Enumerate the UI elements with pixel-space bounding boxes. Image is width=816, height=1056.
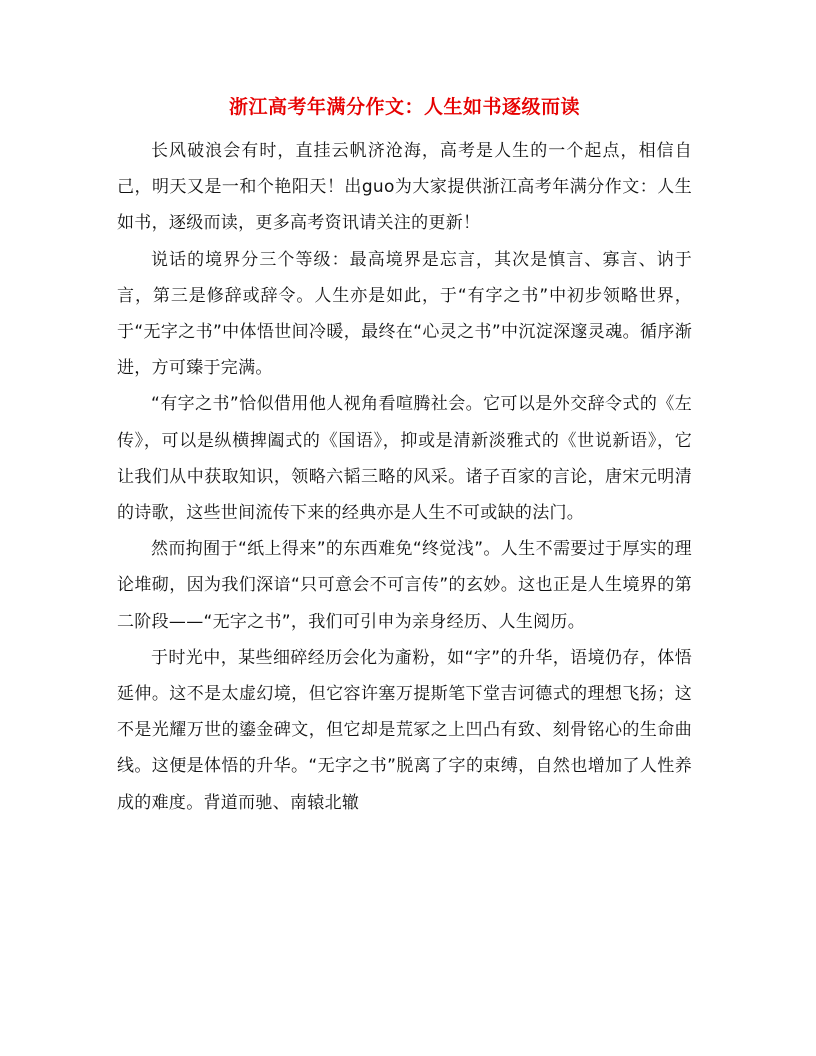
paragraph-written-book: “有字之书”恰似借用他人视角看喧腾社会。它可以是外交辞令式的《左传》，可以是纵横捭阖式的《国语》，抑或是清新淡雅式的《世说新语》，它让我们从中获取知识，领略六韬三略的风采。诸子百家的言论，唐宋元明清的诗歌，这些世间流传下来的经典亦是人生不可或缺的法门。 [117, 394, 692, 524]
paragraph-intro: 长风破浪会有时，直挂云帆济沧海，高考是人生的一个起点，相信自己，明天又是一和个艳阳天！出guo为大家提供浙江高考年满分作文：人生如书，逐级而读，更多高考资讯请关注的更新！ [117, 141, 692, 234]
paragraph-unwritten-book: 然而拘囿于“纸上得来”的东西难免“终觉浅”。人生不需要过于厚实的理论堆砌，因为我们深谙“只可意会不可言传”的玄妙。这也正是人生境界的第二阶段——“无字之书”，我们可引申为亲身经历、人生阅历。 [117, 539, 692, 632]
paragraph-experience: 于时光中，某些细碎经历会化为齑粉，如“字”的升华，语境仍存，体悟延伸。这不是太虚幻境，但它容许塞万提斯笔下堂吉诃德式的理想飞扬；这不是光耀万世的鎏金碑文，但它却是荒冢之上凹凸有致、刻骨铭心的生命曲线。这便是体悟的升华。“无字之书”脱离了字的束缚，自然也增加了人性养成的难度。背道而驰、南辕北辙 [117, 647, 692, 813]
paragraph-speech-levels: 说话的境界分三个等级：最高境界是忘言，其次是慎言、寡言、讷于言，第三是修辞或辞令。人生亦是如此，于“有字之书”中初步领略世界，于“无字之书”中体悟世间冷暖，最终在“心灵之书”中沉淀深邃灵魂。循序渐进，方可臻于完满。 [117, 249, 692, 379]
document-title: 浙江高考年满分作文：人生如书逐级而读 [228, 96, 580, 118]
document-body [117, 133, 692, 821]
